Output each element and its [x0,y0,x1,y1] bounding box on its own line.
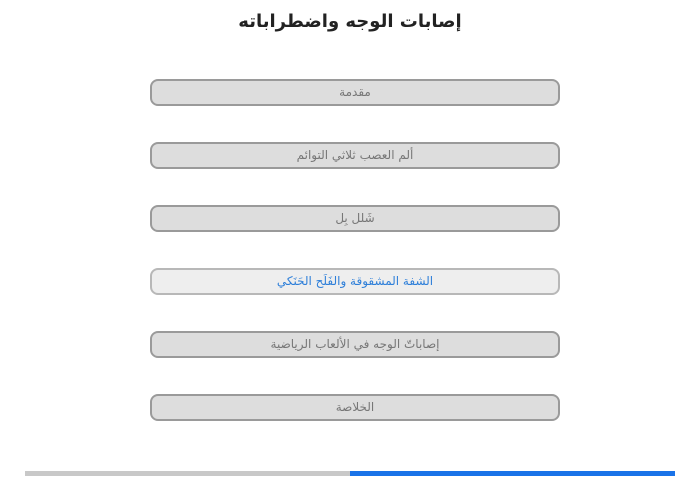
page-title: إصابات الوجه واضطراباته [238,11,462,32]
chapter-menu [150,79,560,457]
menu-item-introduction[interactable]: مقدمة [150,79,560,106]
menu-item-bells-palsy[interactable]: شَلل بِل [150,205,560,232]
progress-bar-fill [350,471,675,476]
menu-item-conclusion[interactable]: الخلاصة [150,394,560,421]
menu-item-cleft-lip-palate[interactable]: الشفة المشقوقة والفَلَح الحَنَكي [150,268,560,295]
progress-bar [25,471,675,476]
menu-item-sports-facial-injuries[interactable]: إصاباتّ الوجه في الألعاب الرياضية [150,331,560,358]
menu-item-trigeminal-neuralgia[interactable]: ألم العصب ثلاثي التوائم [150,142,560,169]
